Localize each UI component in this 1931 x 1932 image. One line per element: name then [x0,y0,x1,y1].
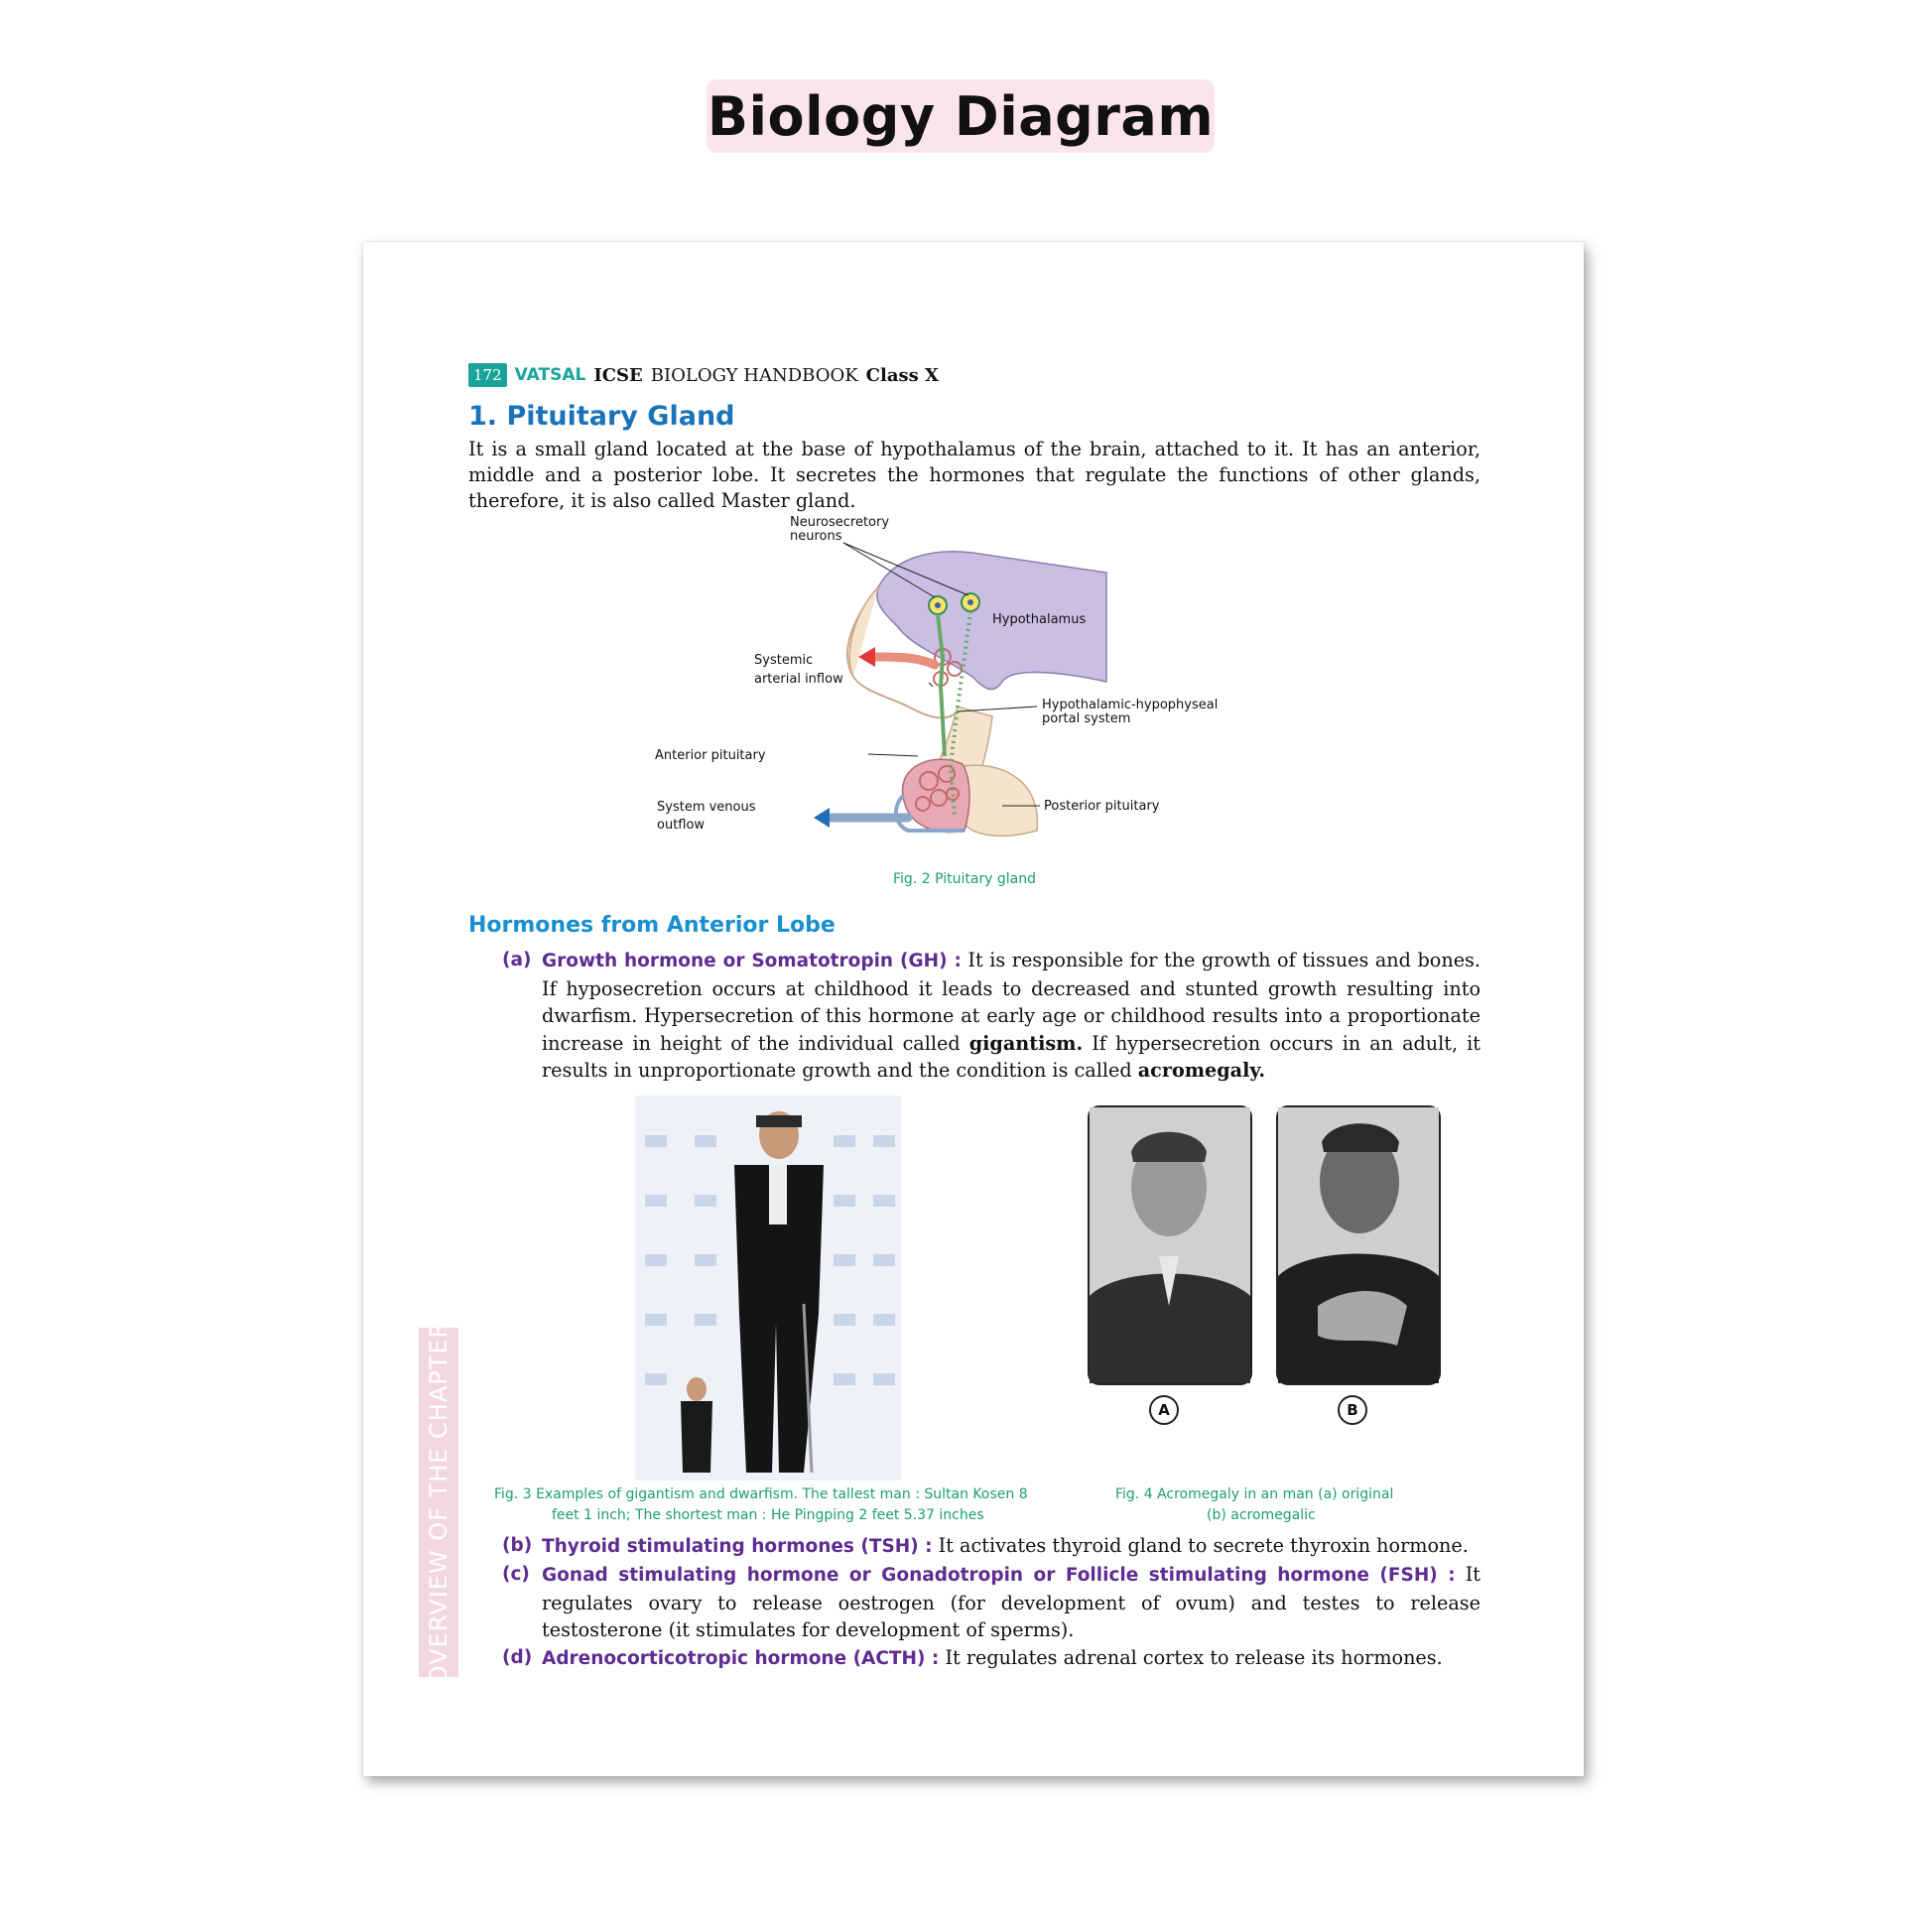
fig2-caption: Fig. 2 Pituitary gland [893,871,1037,887]
term-gh: Growth hormone or Somatotropin (GH) : [542,951,962,971]
label-neurosecretory: Neurosecretory [790,515,890,530]
page-header [468,363,939,387]
board-name: ICSE [593,364,643,386]
label-systemic: Systemic [754,653,814,668]
class-label: Class X [865,364,939,386]
text-a2: If hypersecretion occurs in an adult, it results in unproportionate growth and the condition is called [542,1031,1481,1082]
banner-title: Biology Diagram [707,79,1215,153]
page-number: 172 [468,363,507,387]
label-neurons: neurons [790,529,842,544]
side-tab [419,1320,458,1685]
photo-label-a: A [1149,1395,1179,1425]
hormone-item-c [502,1561,1480,1644]
hormone-item-a [502,947,1480,1085]
bold-acromegaly: acromegaly. [1137,1059,1266,1082]
fig3-caption-line2: feet 1 inch; The shortest man : He Pingping 2 feet 5.37 inches [552,1507,984,1523]
bold-gigantism: gigantism. [968,1031,1084,1055]
term-acth: Adrenocorticotropic hormone (ACTH) : [542,1648,940,1669]
label-portal-2: portal system [1042,711,1131,726]
subsection-title: Hormones from Anterior Lobe [468,913,836,938]
label-posterior-pituitary: Posterior pituitary [1044,799,1160,814]
label-venous-1: System venous [657,800,756,815]
book-page [363,242,1584,1776]
acromegaly-acromegalic-photo [1276,1105,1441,1385]
hormone-item-d [502,1644,1480,1673]
marker-b: (b) [502,1535,533,1556]
marker-a: (a) [502,950,532,970]
label-anterior-pituitary: Anterior pituitary [655,748,766,763]
side-tab-label: OVERVIEW OF THE CHAPTER [425,1320,452,1685]
acromegaly-original-photo [1088,1105,1252,1385]
label-portal-1: Hypothalamic-hypophyseal [1042,698,1219,712]
gigantism-dwarfism-photo [635,1095,901,1481]
fig4-caption-line1: Fig. 4 Acromegaly in an man (a) original [1115,1486,1394,1502]
text-b: It activates thyroid gland to secrete thyroxin hormone. [932,1534,1469,1557]
label-arterial-inflow: arterial inflow [754,672,843,687]
text-a1: It is responsible for the growth of tissues and bones. If hyposecretion occurs at childhood it leads to decreased and stunted growth resulting into dwarfism. Hypersecretion of this hormone at early age or childhood results into a proportionate increase in height of the individual called [542,949,1480,1055]
fig4-caption-line2: (b) acromegalic [1207,1507,1316,1523]
term-fsh: Gonad stimulating hormone or Gonadotropin or Follicle stimulating hormone (FSH) : [542,1565,1456,1586]
marker-d: (d) [502,1647,533,1668]
section-title: 1. Pituitary Gland [468,401,735,432]
label-hypothalamus: Hypothalamus [992,612,1087,627]
label-venous-2: outflow [657,818,706,833]
text-c: It regulates ovary to release oestrogen (for development of ovum) and testes to release testosterone (it stimulates for development of sperms). [542,1563,1481,1641]
photo-label-b: B [1338,1395,1367,1425]
term-tsh: Thyroid stimulating hormones (TSH) : [542,1536,933,1557]
pituitary-diagram [655,508,1260,845]
section-intro: It is a small gland located at the base of hypothalamus of the brain, attached to it. It has an anterior, middle and a posterior lobe. It secretes the hormones that regulate the functions of other glands, therefore, it is also called Master gland. [468,438,1480,512]
fig3-caption-line1: Fig. 3 Examples of gigantism and dwarfism. The tallest man : Sultan Kosen 8 [494,1486,1028,1502]
brand-name: VATSAL [514,365,586,385]
book-name: BIOLOGY HANDBOOK [650,364,858,386]
text-d: It regulates adrenal cortex to release its hormones. [939,1646,1443,1669]
marker-c: (c) [502,1564,530,1585]
hormone-item-b [502,1532,1480,1561]
